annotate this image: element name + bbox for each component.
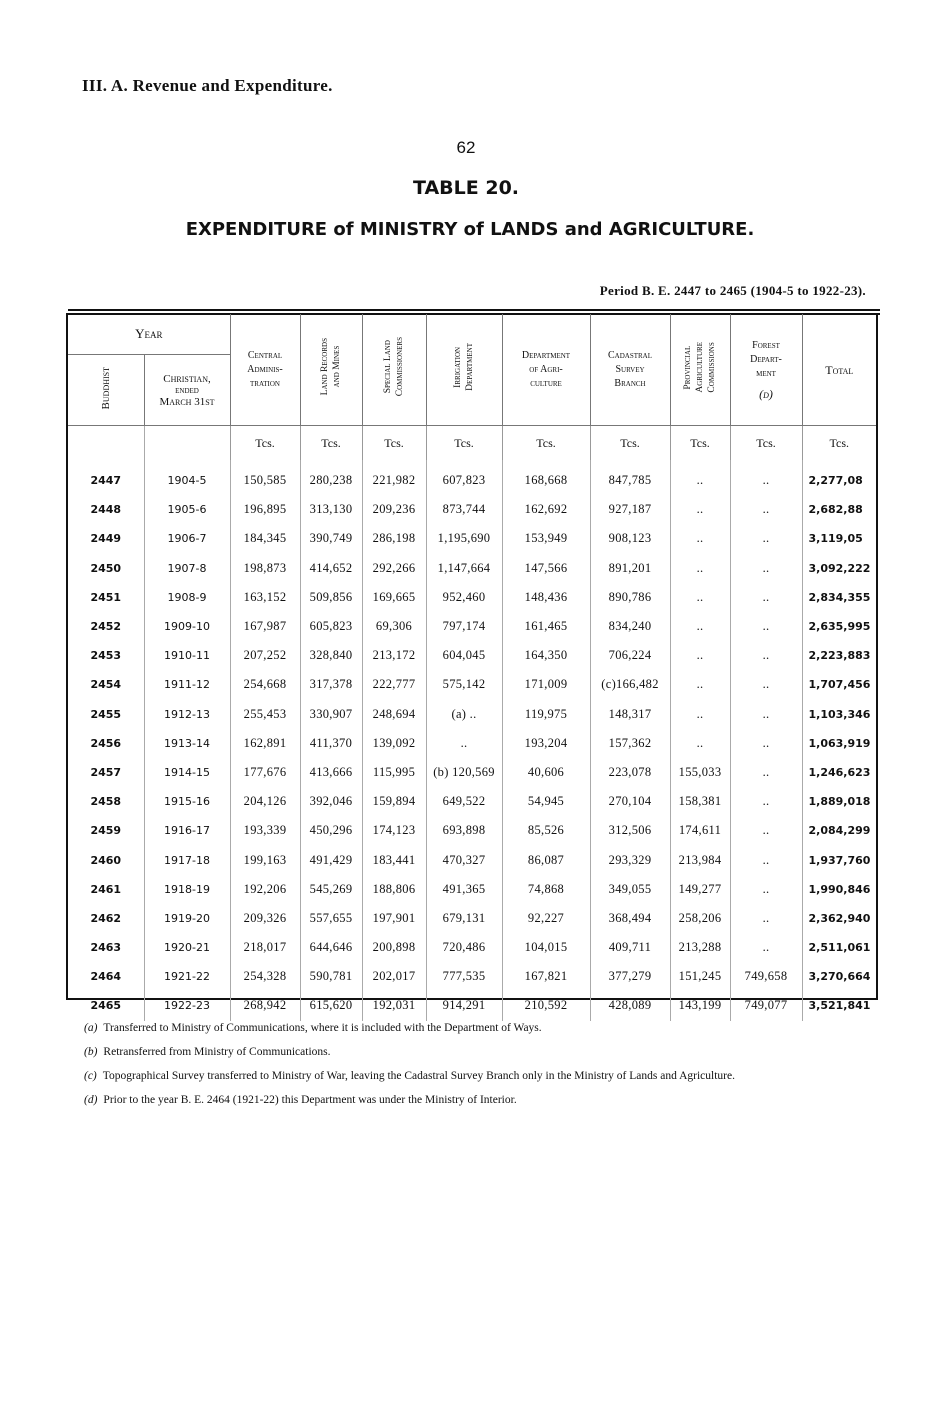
forest-value: .. — [730, 729, 802, 758]
footnote-a: (a) Transferred to Ministry of Communications, where it is included with the Department of Ways. — [84, 1022, 542, 1034]
agriculture-value: 210,592 — [502, 991, 590, 1020]
forest-value: .. — [730, 700, 802, 729]
special-land-value: 192,031 — [362, 991, 426, 1020]
header-buddhist: Buddhist — [68, 355, 144, 426]
irrigation-value: 649,522 — [426, 787, 502, 816]
irrigation-value: (a) .. — [426, 700, 502, 729]
unit-label: Tcs. — [426, 426, 502, 461]
irrigation-value: 470,327 — [426, 845, 502, 874]
buddhist-year: 2452 — [68, 612, 144, 641]
header-special-land: Special Land Commissioners — [362, 314, 426, 426]
unit-label: Tcs. — [300, 426, 362, 461]
buddhist-year: 2457 — [68, 758, 144, 787]
land-records-value: 545,269 — [300, 875, 362, 904]
provincial-value: .. — [670, 641, 730, 670]
unit-label: Tcs. — [230, 426, 300, 461]
provincial-value: .. — [670, 495, 730, 524]
forest-value: 749,077 — [730, 991, 802, 1020]
irrigation-value: 873,744 — [426, 495, 502, 524]
provincial-value: 174,611 — [670, 816, 730, 845]
special-land-value: 221,982 — [362, 460, 426, 495]
irrigation-value: 693,898 — [426, 816, 502, 845]
land-records-value: 280,238 — [300, 460, 362, 495]
forest-value: .. — [730, 904, 802, 933]
table-row — [68, 816, 876, 845]
agriculture-value: 148,436 — [502, 583, 590, 612]
provincial-value: .. — [670, 554, 730, 583]
central-admin-value: 163,152 — [230, 583, 300, 612]
header-central: Central Adminis- tration — [230, 314, 300, 426]
special-land-value: 69,306 — [362, 612, 426, 641]
buddhist-year: 2463 — [68, 933, 144, 962]
cadastral-value: (c)166,482 — [590, 670, 670, 699]
cadastral-value: 223,078 — [590, 758, 670, 787]
provincial-value: .. — [670, 460, 730, 495]
irrigation-value: 777,535 — [426, 962, 502, 991]
forest-value: .. — [730, 524, 802, 553]
table-row — [68, 670, 876, 699]
units-row — [68, 426, 876, 461]
irrigation-value: 720,486 — [426, 933, 502, 962]
section-heading: III. A. Revenue and Expenditure. — [82, 76, 333, 95]
irrigation-value: 914,291 — [426, 991, 502, 1020]
table-row — [68, 641, 876, 670]
forest-value: .. — [730, 554, 802, 583]
forest-value: .. — [730, 612, 802, 641]
irrigation-value: 491,365 — [426, 875, 502, 904]
header-cadastral: Cadastral Survey Branch — [590, 314, 670, 426]
provincial-value: .. — [670, 612, 730, 641]
table-row — [68, 991, 876, 1020]
table-row — [68, 612, 876, 641]
christian-year: 1914-15 — [144, 758, 230, 787]
land-records-value: 557,655 — [300, 904, 362, 933]
christian-year: 1919-20 — [144, 904, 230, 933]
special-land-value: 200,898 — [362, 933, 426, 962]
irrigation-value: 607,823 — [426, 460, 502, 495]
unit-label: Tcs. — [802, 426, 876, 461]
christian-year: 1910-11 — [144, 641, 230, 670]
total-value: 2,682,88 — [808, 503, 863, 517]
christian-year: 1917-18 — [144, 845, 230, 874]
total-value: 2,223,883 — [808, 649, 871, 663]
cadastral-value: 927,187 — [590, 495, 670, 524]
total-value: 1,707,456 — [808, 678, 871, 692]
buddhist-year: 2465 — [68, 991, 144, 1020]
special-land-value: 115,995 — [362, 758, 426, 787]
land-records-value: 590,781 — [300, 962, 362, 991]
total-value: 1,889,018 — [808, 795, 871, 809]
special-land-value: 197,901 — [362, 904, 426, 933]
footnote-b: (b) Retransferred from Ministry of Communications. — [84, 1046, 331, 1058]
total-value: 3,119,05 — [808, 532, 863, 546]
provincial-value: .. — [670, 524, 730, 553]
land-records-value: 615,620 — [300, 991, 362, 1020]
special-land-value: 174,123 — [362, 816, 426, 845]
central-admin-value: 192,206 — [230, 875, 300, 904]
land-records-value: 413,666 — [300, 758, 362, 787]
central-admin-value: 177,676 — [230, 758, 300, 787]
cadastral-value: 368,494 — [590, 904, 670, 933]
total-value: 2,635,995 — [808, 620, 871, 634]
irrigation-value: .. — [426, 729, 502, 758]
buddhist-year: 2458 — [68, 787, 144, 816]
total-value: 2,511,061 — [808, 941, 871, 955]
land-records-value: 491,429 — [300, 845, 362, 874]
footnote-d: (d) Prior to the year B. E. 2464 (1921-22) this Department was under the Ministry of Interior. — [84, 1094, 517, 1106]
unit-label: Tcs. — [730, 426, 802, 461]
table-row — [68, 845, 876, 874]
table-body — [68, 426, 876, 1021]
special-land-value: 202,017 — [362, 962, 426, 991]
table-row — [68, 460, 876, 495]
total-value: 3,092,222 — [808, 561, 871, 575]
land-records-value: 392,046 — [300, 787, 362, 816]
total-value: 2,084,299 — [808, 824, 871, 838]
central-admin-value: 207,252 — [230, 641, 300, 670]
provincial-value: 158,381 — [670, 787, 730, 816]
christian-year: 1907-8 — [144, 554, 230, 583]
agriculture-value: 162,692 — [502, 495, 590, 524]
special-land-value: 159,894 — [362, 787, 426, 816]
total-value: 1,103,346 — [808, 707, 871, 721]
christian-year: 1922-23 — [144, 991, 230, 1020]
table-row — [68, 554, 876, 583]
forest-value: .. — [730, 787, 802, 816]
agriculture-value: 147,566 — [502, 554, 590, 583]
buddhist-year: 2448 — [68, 495, 144, 524]
special-land-value: 139,092 — [362, 729, 426, 758]
irrigation-value: 1,195,690 — [426, 524, 502, 553]
central-admin-value: 255,453 — [230, 700, 300, 729]
unit-label: Tcs. — [502, 426, 590, 461]
provincial-value: 213,984 — [670, 845, 730, 874]
christian-year: 1916-17 — [144, 816, 230, 845]
special-land-value: 292,266 — [362, 554, 426, 583]
central-admin-value: 254,328 — [230, 962, 300, 991]
forest-value: .. — [730, 758, 802, 787]
central-admin-value: 199,163 — [230, 845, 300, 874]
christian-year: 1920-21 — [144, 933, 230, 962]
provincial-value: 155,033 — [670, 758, 730, 787]
forest-value: .. — [730, 583, 802, 612]
christian-year: 1908-9 — [144, 583, 230, 612]
land-records-value: 414,652 — [300, 554, 362, 583]
provincial-value: .. — [670, 729, 730, 758]
forest-value: .. — [730, 845, 802, 874]
cadastral-value: 349,055 — [590, 875, 670, 904]
cadastral-value: 409,711 — [590, 933, 670, 962]
irrigation-value: 575,142 — [426, 670, 502, 699]
agriculture-value: 119,975 — [502, 700, 590, 729]
unit-label: Tcs. — [670, 426, 730, 461]
cadastral-value: 293,329 — [590, 845, 670, 874]
central-admin-value: 162,891 — [230, 729, 300, 758]
table-row — [68, 700, 876, 729]
header-forest: Forest Depart- ment (d) — [730, 314, 802, 426]
special-land-value: 183,441 — [362, 845, 426, 874]
provincial-value: .. — [670, 700, 730, 729]
agriculture-value: 164,350 — [502, 641, 590, 670]
unit-label: Tcs. — [362, 426, 426, 461]
cadastral-value: 891,201 — [590, 554, 670, 583]
forest-value: .. — [730, 875, 802, 904]
central-admin-value: 196,895 — [230, 495, 300, 524]
provincial-value: 143,199 — [670, 991, 730, 1020]
christian-year: 1911-12 — [144, 670, 230, 699]
total-value: 3,270,664 — [808, 970, 871, 984]
table-row — [68, 904, 876, 933]
forest-value: 749,658 — [730, 962, 802, 991]
forest-value: .. — [730, 670, 802, 699]
agriculture-value: 167,821 — [502, 962, 590, 991]
central-admin-value: 254,668 — [230, 670, 300, 699]
land-records-value: 605,823 — [300, 612, 362, 641]
agriculture-value: 161,465 — [502, 612, 590, 641]
cadastral-value: 312,506 — [590, 816, 670, 845]
christian-year: 1918-19 — [144, 875, 230, 904]
land-records-value: 330,907 — [300, 700, 362, 729]
central-admin-value: 150,585 — [230, 460, 300, 495]
buddhist-year: 2456 — [68, 729, 144, 758]
unit-label: Tcs. — [590, 426, 670, 461]
buddhist-year: 2460 — [68, 845, 144, 874]
header-total: Total — [825, 362, 854, 377]
agriculture-value: 54,945 — [502, 787, 590, 816]
buddhist-year: 2447 — [68, 460, 144, 495]
cadastral-value: 270,104 — [590, 787, 670, 816]
buddhist-year: 2459 — [68, 816, 144, 845]
cadastral-value: 847,785 — [590, 460, 670, 495]
central-admin-value: 204,126 — [230, 787, 300, 816]
header-irrigation: Irrigation Department — [426, 314, 502, 426]
special-land-value: 248,694 — [362, 700, 426, 729]
irrigation-value: (b) 120,569 — [426, 758, 502, 787]
land-records-value: 328,840 — [300, 641, 362, 670]
land-records-value: 390,749 — [300, 524, 362, 553]
land-records-value: 450,296 — [300, 816, 362, 845]
land-records-value: 313,130 — [300, 495, 362, 524]
christian-year: 1913-14 — [144, 729, 230, 758]
special-land-value: 209,236 — [362, 495, 426, 524]
provincial-value: .. — [670, 670, 730, 699]
total-value: 1,990,846 — [808, 882, 871, 896]
provincial-value: 258,206 — [670, 904, 730, 933]
land-records-value: 644,646 — [300, 933, 362, 962]
period-caption: Period B. E. 2447 to 2465 (1904-5 to 1922-23). — [599, 283, 866, 298]
christian-year: 1904-5 — [144, 460, 230, 495]
buddhist-year: 2450 — [68, 554, 144, 583]
buddhist-year: 2453 — [68, 641, 144, 670]
total-value: 1,246,623 — [808, 765, 871, 779]
central-admin-value: 167,987 — [230, 612, 300, 641]
christian-year: 1921-22 — [144, 962, 230, 991]
header-provincial: Provincial Agriculture Commissions — [670, 314, 730, 426]
cadastral-value: 908,123 — [590, 524, 670, 553]
table-row — [68, 933, 876, 962]
agriculture-value: 40,606 — [502, 758, 590, 787]
provincial-value: 149,277 — [670, 875, 730, 904]
table-row — [68, 875, 876, 904]
forest-value: .. — [730, 495, 802, 524]
christian-year: 1909-10 — [144, 612, 230, 641]
special-land-value: 213,172 — [362, 641, 426, 670]
agriculture-value: 193,204 — [502, 729, 590, 758]
irrigation-value: 679,131 — [426, 904, 502, 933]
table-row — [68, 787, 876, 816]
agriculture-value: 104,015 — [502, 933, 590, 962]
special-land-value: 188,806 — [362, 875, 426, 904]
provincial-value: .. — [670, 583, 730, 612]
christian-year: 1906-7 — [144, 524, 230, 553]
irrigation-value: 1,147,664 — [426, 554, 502, 583]
cadastral-value: 706,224 — [590, 641, 670, 670]
land-records-value: 317,378 — [300, 670, 362, 699]
cadastral-value: 890,786 — [590, 583, 670, 612]
total-value: 1,937,760 — [808, 853, 871, 867]
central-admin-value: 184,345 — [230, 524, 300, 553]
forest-value: .. — [730, 816, 802, 845]
buddhist-year: 2461 — [68, 875, 144, 904]
christian-year: 1905-6 — [144, 495, 230, 524]
table-number: TABLE 20. — [412, 177, 520, 199]
cadastral-value: 148,317 — [590, 700, 670, 729]
buddhist-year: 2449 — [68, 524, 144, 553]
agriculture-value: 86,087 — [502, 845, 590, 874]
table-row — [68, 962, 876, 991]
special-land-value: 222,777 — [362, 670, 426, 699]
total-value: 2,834,355 — [808, 590, 871, 604]
buddhist-year: 2455 — [68, 700, 144, 729]
special-land-value: 169,665 — [362, 583, 426, 612]
table-row — [68, 758, 876, 787]
footnotes — [84, 1020, 884, 1116]
top-rule — [68, 309, 880, 311]
table-title: EXPENDITURE of MINISTRY of LANDS and AGRICULTURE. — [185, 219, 755, 240]
central-admin-value: 198,873 — [230, 554, 300, 583]
total-value: 1,063,919 — [808, 736, 871, 750]
central-admin-value: 209,326 — [230, 904, 300, 933]
forest-value: .. — [730, 933, 802, 962]
forest-value: .. — [730, 460, 802, 495]
table-row — [68, 495, 876, 524]
forest-value: .. — [730, 641, 802, 670]
cadastral-value: 428,089 — [590, 991, 670, 1020]
central-admin-value: 268,942 — [230, 991, 300, 1020]
table-row — [68, 583, 876, 612]
header-christian: Christian, ended March 31st — [144, 355, 230, 426]
table-row — [68, 729, 876, 758]
footnote-c: (c) Topographical Survey transferred to Ministry of War, leaving the Cadastral Survey Branch only in the Ministry of Lands and Agriculture. — [84, 1070, 735, 1082]
total-value: 2,277,08 — [808, 474, 863, 488]
buddhist-year: 2451 — [68, 583, 144, 612]
expenditure-table — [68, 314, 876, 1021]
buddhist-year: 2464 — [68, 962, 144, 991]
agriculture-value: 74,868 — [502, 875, 590, 904]
buddhist-year: 2462 — [68, 904, 144, 933]
christian-year: 1915-16 — [144, 787, 230, 816]
christian-year: 1912-13 — [144, 700, 230, 729]
total-value: 3,521,841 — [808, 999, 871, 1013]
central-admin-value: 193,339 — [230, 816, 300, 845]
header-dept-agri: Department of Agri- culture — [502, 314, 590, 426]
irrigation-value: 952,460 — [426, 583, 502, 612]
cadastral-value: 834,240 — [590, 612, 670, 641]
total-value: 2,362,940 — [808, 911, 871, 925]
agriculture-value: 171,009 — [502, 670, 590, 699]
buddhist-year: 2454 — [68, 670, 144, 699]
irrigation-value: 604,045 — [426, 641, 502, 670]
header-land-records: Land Records and Mines — [300, 314, 362, 426]
provincial-value: 213,288 — [670, 933, 730, 962]
agriculture-value: 85,526 — [502, 816, 590, 845]
provincial-value: 151,245 — [670, 962, 730, 991]
central-admin-value: 218,017 — [230, 933, 300, 962]
agriculture-value: 92,227 — [502, 904, 590, 933]
table-row — [68, 524, 876, 553]
agriculture-value: 153,949 — [502, 524, 590, 553]
land-records-value: 411,370 — [300, 729, 362, 758]
special-land-value: 286,198 — [362, 524, 426, 553]
cadastral-value: 157,362 — [590, 729, 670, 758]
year-header: Year — [68, 314, 230, 355]
cadastral-value: 377,279 — [590, 962, 670, 991]
irrigation-value: 797,174 — [426, 612, 502, 641]
agriculture-value: 168,668 — [502, 460, 590, 495]
land-records-value: 509,856 — [300, 583, 362, 612]
page-number: 62 — [456, 138, 476, 157]
